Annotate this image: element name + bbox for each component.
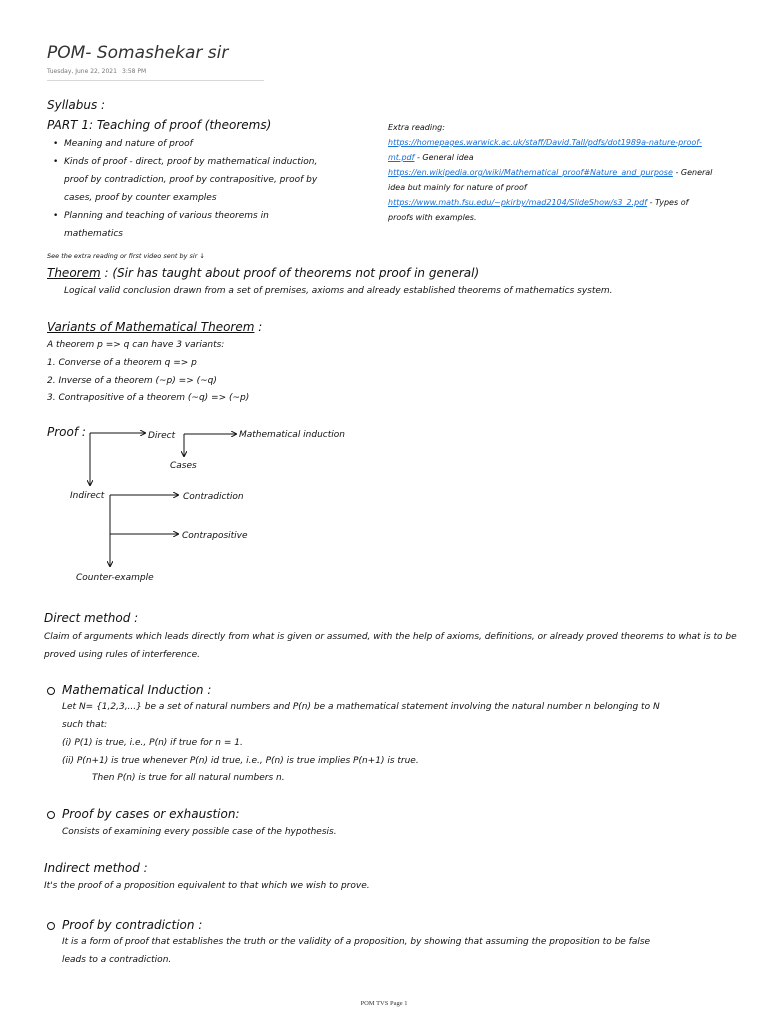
variant-item: 1. Converse of a theorem q => p <box>47 358 197 368</box>
page-footer: POM TVS Page 1 <box>360 1000 408 1007</box>
reading-link-1-note: - General idea <box>414 153 474 162</box>
arrow-to-induction <box>184 434 236 455</box>
theorem-definition: Logical valid conclusion drawn from a set of premises, axioms and already established theorems of mathematics system. <box>64 286 613 296</box>
node-contrapositive: Contrapositive <box>182 531 248 541</box>
node-cases: Cases <box>170 461 197 471</box>
outline-bullet-icon <box>47 922 55 930</box>
reading-link-2[interactable]: https://en.wikipedia.org/wiki/Mathematical_proof#Nature_and_purpose <box>388 168 673 177</box>
node-contradiction: Contradiction <box>183 492 244 502</box>
syllabus-list <box>50 135 370 243</box>
syllabus-item: • Kinds of proof - direct, proof by mathematical induction, <box>50 153 370 171</box>
contradiction-line: leads to a contradiction. <box>62 955 172 965</box>
node-induction: Mathematical induction <box>239 430 345 440</box>
reading-link-2-note-cont: idea but mainly for nature of proof <box>388 183 527 192</box>
syllabus-item: • Meaning and nature of proof <box>50 135 370 153</box>
direct-method-heading: Direct method : <box>44 611 139 625</box>
extra-reading-block <box>388 120 748 225</box>
syllabus-item-continued: mathematics <box>64 229 124 239</box>
induction-line: (ii) P(n+1) is true whenever P(n) id true, i.e., P(n) is true implies P(n+1) is true. <box>62 756 419 766</box>
variant-item: 2. Inverse of a theorem (~p) => (~q) <box>47 376 217 386</box>
induction-heading: Mathematical Induction : <box>47 683 211 697</box>
induction-line: (i) P(1) is true, i.e., P(n) if true for n = 1. <box>62 738 243 748</box>
syllabus-item: • Planning and teaching of various theorems in <box>50 207 370 225</box>
outline-bullet-icon <box>47 687 55 695</box>
node-direct: Direct <box>148 431 176 441</box>
contradiction-line: It is a form of proof that establishes the truth or the validity of a proposition, by showing that assuming the proposition to be false <box>62 937 651 947</box>
reading-link-3[interactable]: https://www.math.fsu.edu/~pkirby/mad2104/SlideShow/s3_2.pdf <box>388 198 648 207</box>
variants-heading-text: Variants of Mathematical Theorem <box>47 320 255 334</box>
page-date: Tuesday, June 22, 2021 <box>47 68 117 75</box>
outline-bullet-icon <box>47 811 55 819</box>
syllabus-item-continued: proof by contradiction, proof by contrapositive, proof by <box>64 175 318 185</box>
node-counter-example: Counter-example <box>76 573 154 583</box>
induction-line: such that: <box>62 720 108 730</box>
syllabus-item-continued: cases, proof by counter examples <box>64 193 217 203</box>
reading-link-2-note: - General <box>672 168 713 177</box>
node-indirect: Indirect <box>70 491 105 501</box>
direct-method-body: Claim of arguments which leads directly from what is given or assumed, with the help of axioms, definitions, or already proved theorems to what is to be proved using rules of interference. <box>44 632 737 660</box>
variants-heading: Variants of Mathematical Theorem : <box>47 320 263 334</box>
cases-body: Consists of examining every possible case of the hypothesis. <box>62 827 337 837</box>
title-divider <box>47 80 264 81</box>
reading-link-1-cont[interactable]: mt.pdf <box>388 153 415 162</box>
variants-intro: A theorem p => q can have 3 variants: <box>47 340 225 350</box>
extra-reading-note: See the extra reading or first video sent by sir ↓ <box>47 252 205 260</box>
variant-item: 3. Contrapositive of a theorem (~q) => (~p) <box>47 393 250 403</box>
theorem-label: Theorem <box>47 266 101 280</box>
contradiction-heading: Proof by contradiction : <box>47 918 202 932</box>
reading-link-3-note-cont: proofs with examples. <box>388 213 477 222</box>
induction-line: Then P(n) is true for all natural numbers n. <box>92 773 285 783</box>
reading-link-1[interactable]: https://homepages.warwick.ac.uk/staff/David.Tall/pdfs/dot1989a-nature-proof- <box>388 138 702 147</box>
extra-reading-label: Extra reading: <box>388 123 445 132</box>
theorem-heading <box>47 266 479 280</box>
reading-link-3-note: - Types of <box>647 198 689 207</box>
syllabus-heading: Syllabus : <box>47 98 106 112</box>
cases-heading: Proof by cases or exhaustion: <box>47 807 240 821</box>
page-title: POM- Somashekar sir <box>47 43 229 63</box>
indirect-method-body: It's the proof of a proposition equivalent to that which we wish to prove. <box>44 881 370 891</box>
theorem-note: : (Sir has taught about proof of theorems not proof in general) <box>100 266 480 280</box>
proof-label: Proof : <box>47 425 86 439</box>
indirect-method-heading: Indirect method : <box>44 861 148 875</box>
page-time: 3:58 PM <box>122 68 147 75</box>
induction-line: Let N= {1,2,3,...} be a set of natural numbers and P(n) be a mathematical statement involving the natural number n belonging to N <box>62 702 660 712</box>
part-heading: PART 1: Teaching of proof (theorems) <box>47 118 272 132</box>
